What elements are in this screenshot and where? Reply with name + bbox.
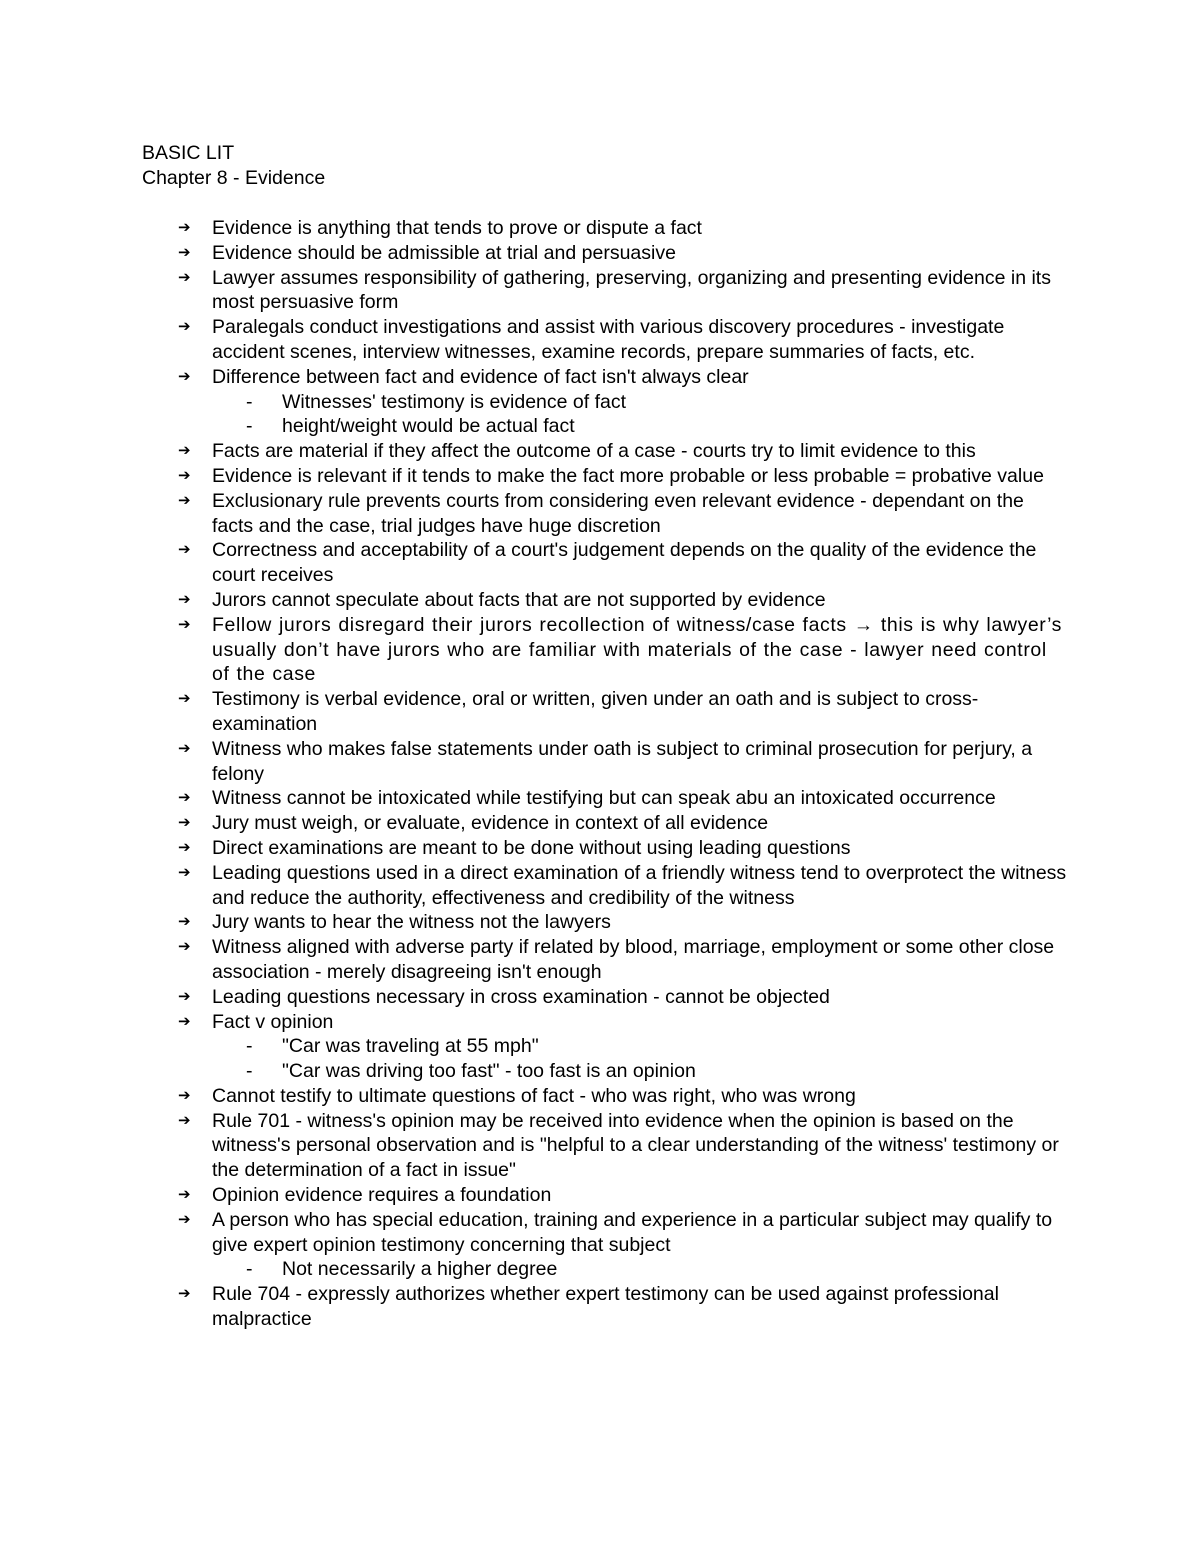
list-item-text: Fact v opinion [212,1010,334,1033]
list-item [178,935,1068,985]
list-item [178,786,1068,811]
dash-bullet-icon: - [246,1060,253,1083]
list-item-text: Evidence should be admissible at trial and persuasive [212,241,676,264]
list-item-text: Witness who makes false statements under oath is subject to criminal prosecution for perjury, a felony [212,737,1033,785]
arrow-bullet-icon: ➔ [178,219,191,236]
arrow-bullet-icon: ➔ [178,268,191,286]
arrow-bullet-icon: ➔ [178,541,191,559]
chapter-title: Chapter 8 - Evidence [142,167,326,189]
list-item-text: A person who has special education, training and experience in a particular subject may qualify to give expert opinion testimony concerning that subject [212,1208,1053,1256]
sub-list [212,390,1068,440]
arrow-bullet-icon: ➔ [178,1210,191,1228]
list-item [178,1084,1068,1109]
list-item [178,811,1068,836]
list-item [178,1109,1068,1183]
list-item [178,1183,1068,1208]
arrow-bullet-icon: ➔ [178,466,191,484]
sub-list-item-text: height/weight would be actual fact [282,415,575,438]
list-item [178,588,1068,613]
arrow-bullet-icon: ➔ [178,1111,191,1129]
arrow-bullet-icon: ➔ [178,1086,191,1104]
sub-list-item-text: "Car was traveling at 55 mph" [282,1035,539,1058]
arrow-bullet-icon: ➔ [178,1012,191,1030]
list-item [178,1282,1068,1332]
arrow-bullet-icon: ➔ [178,789,191,807]
list-item-text: Exclusionary rule prevents courts from considering even relevant evidence - dependant on the facts and the case, trial judges have huge discretion [212,489,1024,537]
list-item [178,1208,1068,1282]
sub-list-item [178,1257,1068,1282]
list-item-text: Jury must weigh, or evaluate, evidence in context of all evidence [212,812,769,835]
list-item-text: Leading questions used in a direct examination of a friendly witness tend to overprotect the witness and reduce the authority, effectiveness and credibility of the witness [212,861,1067,909]
list-item-text: Paralegals conduct investigations and assist with various discovery procedures - investigate accident scenes, interview witnesses, examine records, prepare summaries of facts, etc. [212,316,1005,363]
list-item-text: Evidence is anything that tends to prove or dispute a fact [212,217,702,239]
arrow-bullet-icon: ➔ [178,739,191,757]
list-item [178,241,1068,266]
list-item-text: Rule 704 - expressly authorizes whether expert testimony can be used against professional malpractice [212,1283,999,1331]
list-item [178,266,1068,316]
document-header [142,141,325,191]
list-item [178,985,1068,1010]
arrow-bullet-icon: ➔ [178,838,191,856]
arrow-bullet-icon: ➔ [178,442,191,460]
sub-list-item-text: Not necessarily a higher degree [282,1258,558,1281]
list-item-text: Witness cannot be intoxicated while testifying but can speak abu an intoxicated occurrence [212,787,996,810]
list-item-text: Jury wants to hear the witness not the lawyers [212,911,611,934]
arrow-bullet-icon: ➔ [178,913,191,931]
list-item [178,737,1068,787]
arrow-bullet-icon: ➔ [178,938,191,956]
sub-list-item [178,414,1068,439]
arrow-bullet-icon: ➔ [178,863,191,881]
arrow-bullet-icon: ➔ [178,1186,191,1204]
list-item [178,613,1068,687]
list-item [178,687,1068,737]
list-item [178,464,1068,489]
notes-list [178,216,1068,1332]
sub-list-item-text: "Car was driving too fast" - too fast is an opinion [282,1060,696,1083]
sub-list-item [178,390,1068,415]
list-item-text: Opinion evidence requires a foundation [212,1184,552,1207]
list-item-text: Lawyer assumes responsibility of gathering, preserving, organizing and presenting evidence in its most persuasive form [212,266,1051,314]
list-item-text: Witness aligned with adverse party if related by blood, marriage, employment or some other close association - merely disagreeing isn't enough [212,936,1055,983]
sub-list-item [178,1059,1068,1084]
arrow-bullet-icon: ➔ [178,243,191,261]
sub-list [212,1257,1068,1282]
sub-list-item-text: Witnesses' testimony is evidence of fact [282,390,627,413]
sub-list [212,1034,1068,1084]
list-item-text: Cannot testify to ultimate questions of fact - who was right, who was wrong [212,1084,856,1107]
arrow-bullet-icon: ➔ [178,318,191,336]
list-item-text: Testimony is verbal evidence, oral or written, given under an oath and is subject to cross-examination [212,688,979,735]
sub-list-item [178,1034,1068,1059]
list-item [178,836,1068,861]
arrow-bullet-icon: ➔ [178,590,191,608]
arrow-bullet-icon: ➔ [178,1285,191,1303]
list-item [178,489,1068,539]
dash-bullet-icon: - [246,1258,253,1281]
dash-bullet-icon: - [246,1035,253,1058]
list-item [178,1010,1068,1084]
dash-bullet-icon: - [246,415,253,438]
arrow-bullet-icon: ➔ [178,491,191,509]
arrow-bullet-icon: ➔ [178,690,191,708]
list-item-text: Facts are material if they affect the outcome of a case - courts try to limit evidence to this [212,440,976,463]
list-item [178,910,1068,935]
list-item-text: Direct examinations are meant to be done without using leading questions [212,836,851,859]
list-item [178,861,1068,911]
list-item-text: Correctness and acceptability of a court's judgement depends on the quality of the evidence the court receives [212,539,1037,587]
dash-bullet-icon: - [246,390,253,413]
document-title: BASIC LIT [142,142,235,164]
list-item-text: Fellow jurors disregard their jurors recollection of witness/case facts → this is why lawyer’s usually don’t have jurors who are familiar with materials of the case - lawyer need control of the case [212,613,1063,686]
arrow-bullet-icon: ➔ [178,367,191,385]
list-item [178,538,1068,588]
list-item [178,315,1068,365]
list-item-text: Evidence is relevant if it tends to make the fact more probable or less probable = probative value [212,464,1044,487]
list-item [178,216,1068,241]
arrow-bullet-icon: ➔ [178,987,191,1005]
list-item-text: Jurors cannot speculate about facts that are not supported by evidence [212,588,826,611]
list-item-text: Leading questions necessary in cross examination - cannot be objected [212,985,830,1008]
list-item [178,439,1068,464]
list-item [178,365,1068,439]
arrow-bullet-icon: ➔ [178,814,191,832]
list-item-text: Rule 701 - witness's opinion may be received into evidence when the opinion is based on the witness's personal observation and is "helpful to a clear understanding of the witness' testimony or the determination of a fact in issue" [212,1109,1059,1182]
list-item-text: Difference between fact and evidence of fact isn't always clear [212,365,749,388]
arrow-bullet-icon: ➔ [178,615,191,633]
